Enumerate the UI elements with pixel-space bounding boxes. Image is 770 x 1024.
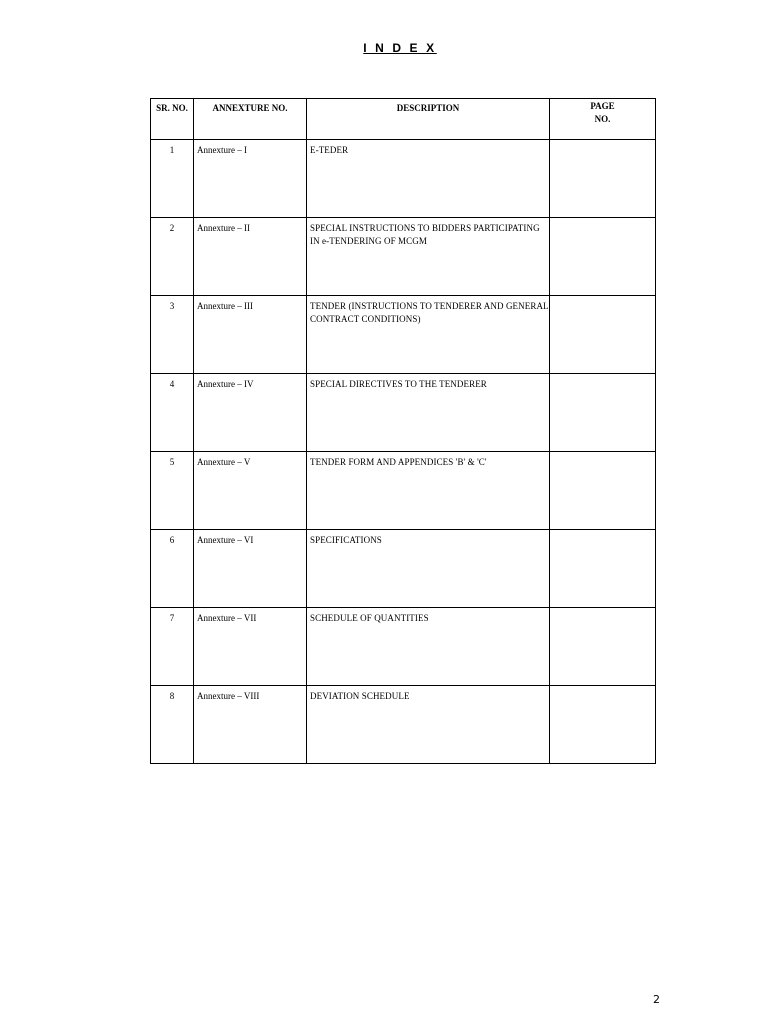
cell-description: SPECIAL INSTRUCTIONS TO BIDDERS PARTICIPATING IN e-TENDERING OF MCGM [307,218,550,296]
cell-page-no [550,140,656,218]
cell-sr-no: 7 [151,608,194,686]
cell-annexure-no: Annexture – VI [194,530,307,608]
cell-sr-no: 3 [151,296,194,374]
cell-sr-no: 4 [151,374,194,452]
header-page-no [550,99,656,140]
cell-annexure-no: Annexture – I [194,140,307,218]
cell-page-no [550,218,656,296]
cell-annexure-no: Annexture – V [194,452,307,530]
cell-description: SCHEDULE OF QUANTITIES [307,608,550,686]
table-row [151,686,656,764]
cell-description: TENDER FORM AND APPENDICES 'B' & 'C' [307,452,550,530]
header-annexure-no: ANNEXTURE NO. [194,99,307,140]
cell-page-no [550,686,656,764]
cell-annexure-no: Annexture – II [194,218,307,296]
cell-sr-no: 5 [151,452,194,530]
cell-page-no [550,296,656,374]
cell-description: E-TEDER [307,140,550,218]
cell-description: SPECIFICATIONS [307,530,550,608]
cell-annexure-no: Annexture – IV [194,374,307,452]
table-row [151,530,656,608]
table-row [151,374,656,452]
header-page-no-line2: NO. [594,114,611,124]
table-row [151,218,656,296]
page-number: 2 [653,993,660,1006]
table-row [151,296,656,374]
cell-annexure-no: Annexture – VIII [194,686,307,764]
cell-description: SPECIAL DIRECTIVES TO THE TENDERER [307,374,550,452]
cell-page-no [550,452,656,530]
header-sr-no: SR. NO. [151,99,194,140]
table-row [151,452,656,530]
table-row [151,608,656,686]
cell-annexure-no: Annexture – VII [194,608,307,686]
cell-sr-no: 1 [151,140,194,218]
cell-page-no [550,530,656,608]
cell-annexure-no: Annexture – III [194,296,307,374]
cell-page-no [550,374,656,452]
index-table [150,98,656,764]
cell-description: TENDER (INSTRUCTIONS TO TENDERER AND GENERAL CONTRACT CONDITIONS) [307,296,550,374]
header-description: DESCRIPTION [307,99,550,140]
cell-sr-no: 2 [151,218,194,296]
cell-description: DEVIATION SCHEDULE [307,686,550,764]
table-header-row [151,99,656,140]
page-title: I N D E X [363,41,437,55]
cell-page-no [550,608,656,686]
table-row [151,140,656,218]
cell-sr-no: 6 [151,530,194,608]
header-page-no-line1: PAGE [590,101,615,111]
cell-sr-no: 8 [151,686,194,764]
